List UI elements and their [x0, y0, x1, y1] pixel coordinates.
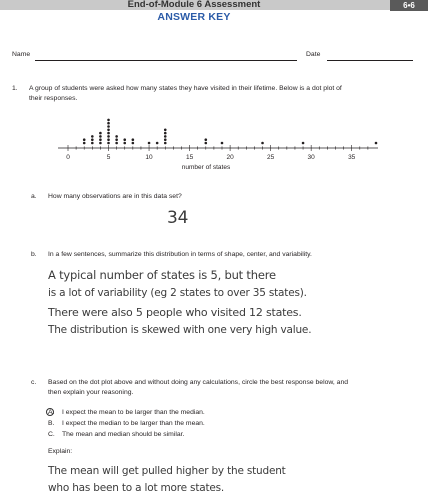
data-dot	[99, 138, 102, 141]
data-dot	[261, 142, 264, 145]
x-tick-label: 30	[307, 154, 315, 161]
part-b-answer-line4: The distribution is skewed with one very high value.	[48, 324, 312, 336]
data-dot	[375, 142, 378, 145]
data-dot	[302, 142, 305, 145]
data-dot	[132, 138, 135, 141]
question-prompt-line1: A group of students were asked how many states they have visited in their lifetime. Below is a dot plot of	[29, 85, 342, 92]
date-field[interactable]	[327, 60, 413, 61]
x-tick-label: 20	[226, 154, 234, 161]
data-dot	[107, 122, 110, 125]
data-dot	[115, 142, 118, 145]
data-dot	[99, 142, 102, 145]
axis-tick-labels	[66, 154, 355, 161]
grade-badge: 6•6	[390, 0, 428, 11]
explain-label: Explain:	[48, 448, 73, 455]
data-dot	[91, 138, 94, 141]
x-tick-label: 5	[106, 154, 111, 161]
data-dot	[164, 129, 167, 132]
data-dot	[99, 132, 102, 135]
x-tick-label: 0	[66, 154, 70, 161]
x-tick-label: 35	[348, 154, 356, 161]
data-dot	[123, 142, 126, 145]
data-dot	[107, 125, 110, 128]
data-dot	[107, 135, 110, 138]
data-dot	[204, 142, 207, 145]
data-dot	[107, 138, 110, 141]
option-a-text[interactable]: I expect the mean to be larger than the median.	[62, 409, 205, 416]
option-b-letter[interactable]: B.	[48, 420, 55, 427]
option-c-text[interactable]: The mean and median should be similar.	[62, 431, 185, 438]
data-dot	[91, 135, 94, 138]
explain-answer-line2: who has been to a lot more states.	[48, 482, 225, 494]
data-dot	[164, 138, 167, 141]
x-tick-label: 10	[145, 154, 153, 161]
data-dot	[99, 135, 102, 138]
data-dot	[107, 142, 110, 145]
data-dot	[204, 138, 207, 141]
data-dot	[148, 142, 151, 145]
page-title: End-of-Module 6 Assessment	[127, 0, 261, 10]
part-b-question: In a few sentences, summarize this distribution in terms of shape, center, and variability.	[48, 251, 312, 258]
option-a-letter[interactable]: A.	[48, 409, 55, 416]
data-dot	[164, 135, 167, 138]
part-a-answer: 34	[167, 208, 189, 228]
data-dot	[164, 132, 167, 135]
x-axis-label: number of states	[181, 164, 231, 171]
explain-answer-line1: The mean will get pulled higher by the student	[48, 465, 286, 477]
data-dot	[115, 135, 118, 138]
part-a-label: a.	[31, 193, 37, 200]
question-number: 1.	[12, 85, 18, 92]
name-field[interactable]	[35, 60, 297, 61]
data-dot	[164, 142, 167, 145]
data-dot	[115, 138, 118, 141]
part-c-label: c.	[31, 379, 37, 386]
option-c-letter[interactable]: C.	[48, 431, 55, 438]
dot-plot	[0, 112, 428, 174]
part-a-question: How many observations are in this data set?	[48, 193, 182, 200]
answer-key-heading: ANSWER KEY	[157, 11, 231, 23]
data-dot	[156, 142, 159, 145]
part-b-label: b.	[31, 251, 37, 258]
part-b-answer-line1: A typical number of states is 5, but there	[48, 268, 276, 282]
part-b-answer-line3: There were also 5 people who visited 12 states.	[48, 306, 302, 319]
data-dot	[83, 142, 86, 145]
data-dot	[91, 142, 94, 145]
x-tick-label: 15	[185, 154, 194, 161]
option-b-text[interactable]: I expect the median to be larger than the mean.	[62, 420, 205, 427]
data-dot	[83, 138, 86, 141]
data-dot	[132, 142, 135, 145]
date-label: Date	[306, 51, 321, 58]
question-prompt-line2: their responses.	[29, 95, 78, 102]
x-tick-label: 25	[267, 154, 275, 161]
data-dot	[107, 119, 110, 122]
data-dot	[107, 129, 110, 132]
data-dot	[107, 132, 110, 135]
data-dot	[123, 138, 126, 141]
name-label: Name	[12, 51, 31, 58]
part-c-question-line2: then explain your reasoning.	[48, 389, 134, 396]
data-dot	[221, 142, 224, 145]
part-b-answer-line2: is a lot of variability (eg 2 states to over 35 states).	[48, 287, 307, 299]
part-c-question-line1: Based on the dot plot above and without doing any calculations, circle the best response below, and	[48, 379, 349, 386]
dot-plot-dots	[83, 119, 377, 145]
